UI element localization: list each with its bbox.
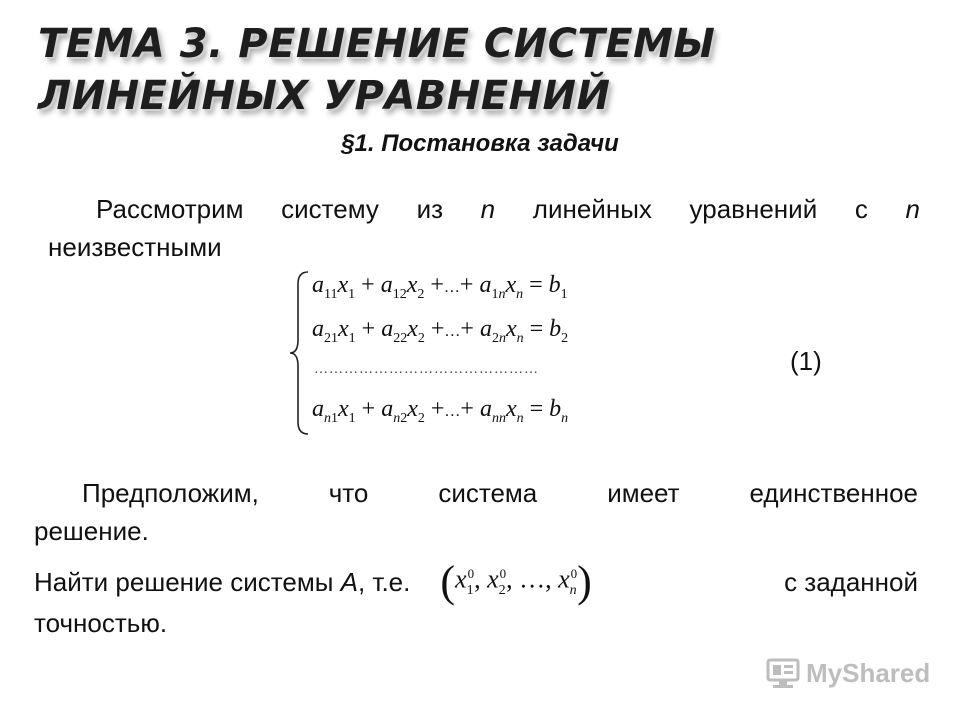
- word: единственное: [749, 478, 918, 508]
- equation-row-n: $a_{n1}x_1 + a_{n2}x_2$ +…+ $a_{nn}x_n = b_n$: [312, 396, 569, 426]
- equation-dots-row: ………………………………………: [314, 362, 539, 377]
- task-text-end: с заданной: [784, 567, 918, 597]
- left-brace-icon: [288, 270, 312, 436]
- word: линейных: [532, 194, 652, 224]
- paragraph-task-line-2: точностью.: [34, 608, 168, 638]
- paragraph-intro-line-1: [48, 190, 920, 228]
- title-line-2: ЛИНЕЙНЫХ УРАВНЕНИЙ: [38, 73, 611, 119]
- solution-vector: ( $x_1^0$, $x_2^0$, …, $x_n^0$ ): [440, 557, 592, 606]
- paragraph-intro-line-2: неизвестными: [48, 232, 222, 262]
- task-text-mid: , т.е.: [357, 567, 411, 597]
- word: Предположим,: [82, 478, 259, 508]
- paragraph-task-line-1: [34, 557, 918, 606]
- equation-row-1: $a_{11}x_1 + a_{12}x_2$ +…+ $a_{1n}x_n = b_1$: [312, 272, 568, 302]
- word: система: [438, 478, 538, 508]
- equation-number: (1): [790, 346, 822, 376]
- myshared-logo-icon: [766, 656, 800, 690]
- word: уравнений: [689, 194, 818, 224]
- logo-text: MyShared: [806, 657, 931, 688]
- word: что: [328, 478, 369, 508]
- variable-n: n: [480, 194, 496, 224]
- variable-n: n: [905, 194, 920, 224]
- word: систему: [281, 194, 379, 224]
- equation-system: [288, 266, 668, 438]
- word: из: [416, 194, 444, 224]
- paragraph-intro: [48, 190, 920, 266]
- variable-A: A: [340, 567, 358, 597]
- title-line-1: ТЕМА 3. РЕШЕНИЕ СИСТЕМЫ: [38, 21, 716, 67]
- section-heading: §1. Постановка задачи: [341, 130, 619, 157]
- paragraph-assumption: [34, 474, 918, 550]
- equation-row-2: $a_{21}x_1 + a_{22}x_2$ +…+ $a_{2n}x_n = b_2$: [312, 316, 569, 346]
- word: Рассмотрим: [96, 194, 244, 224]
- word: с: [854, 194, 868, 224]
- slide-title: [38, 18, 918, 122]
- myshared-logo: [766, 656, 930, 690]
- paragraph-assumption-line-1: [34, 474, 918, 512]
- paragraph-task: [34, 557, 918, 642]
- paragraph-assumption-line-2: решение.: [34, 516, 149, 546]
- task-text-start: Найти решение системы: [34, 567, 334, 597]
- word: имеет: [607, 478, 680, 508]
